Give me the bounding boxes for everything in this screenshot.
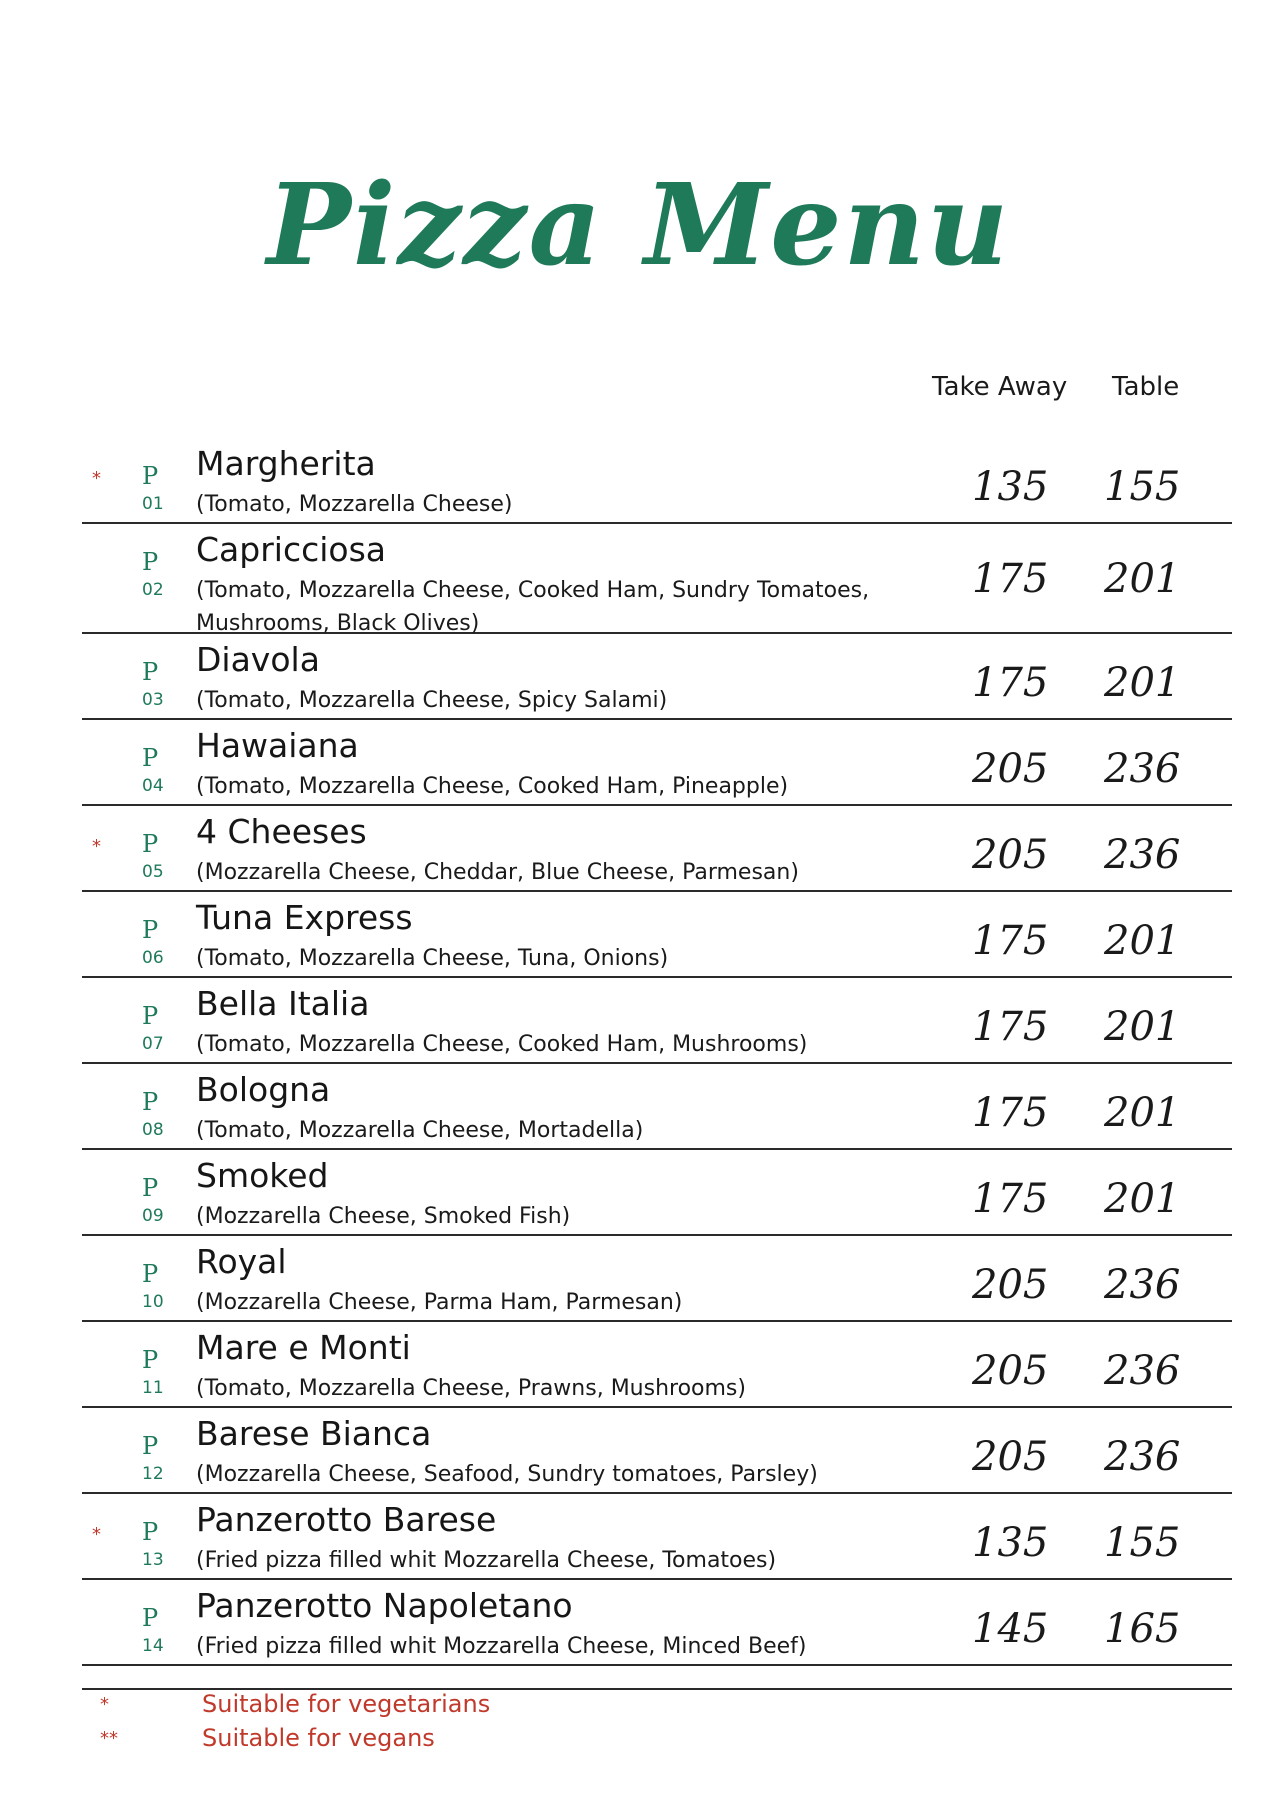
legend-row-vegan — [82, 1724, 682, 1758]
price-table: 201 — [1104, 660, 1181, 706]
vegetarian-symbol: * — [100, 1694, 109, 1715]
item-description: (Tomato, Mozzarella Cheese) — [196, 492, 513, 517]
column-header-take-away: Take Away — [932, 372, 1068, 402]
item-code-letter: P — [142, 1260, 159, 1288]
item-code-number: 09 — [142, 1206, 164, 1226]
item-name: Capricciosa — [196, 530, 387, 569]
item-code-letter: P — [142, 1002, 159, 1030]
item-code-letter: P — [142, 1518, 159, 1546]
price-table: 155 — [1104, 464, 1181, 510]
price-table: 236 — [1104, 1434, 1181, 1480]
legend — [82, 1690, 682, 1758]
price-take-away: 205 — [972, 746, 1049, 792]
item-description: (Fried pizza filled whit Mozzarella Cheese, Minced Beef) — [196, 1634, 807, 1659]
price-take-away: 205 — [972, 1348, 1049, 1394]
item-code-number: 10 — [142, 1292, 164, 1312]
item-code-number: 08 — [142, 1120, 164, 1140]
vegetarian-mark: * — [92, 836, 101, 857]
price-table: 236 — [1104, 1262, 1181, 1308]
item-code-letter: P — [142, 548, 159, 576]
menu-list — [82, 438, 1232, 1690]
item-code-letter: P — [142, 462, 159, 490]
price-table: 155 — [1104, 1520, 1181, 1566]
item-name: Barese Bianca — [196, 1414, 432, 1453]
menu-item-row — [82, 438, 1232, 524]
item-code-letter: P — [142, 658, 159, 686]
price-table: 201 — [1104, 1090, 1181, 1136]
item-code-number: 07 — [142, 1034, 164, 1054]
item-description: (Tomato, Mozzarella Cheese, Cooked Ham, Pineapple) — [196, 774, 789, 799]
page-title: Pizza Menu — [266, 160, 1011, 291]
price-table: 236 — [1104, 746, 1181, 792]
item-description: (Tomato, Mozzarella Cheese, Cooked Ham, Mushrooms) — [196, 1032, 808, 1057]
menu-item-row — [82, 720, 1232, 806]
price-take-away: 135 — [972, 464, 1049, 510]
item-code-letter: P — [142, 1088, 159, 1116]
item-code-number: 14 — [142, 1636, 164, 1656]
item-name: Bella Italia — [196, 984, 370, 1023]
item-name: Margherita — [196, 444, 376, 483]
vegan-legend-text: Suitable for vegans — [202, 1724, 435, 1752]
item-code-number: 12 — [142, 1464, 164, 1484]
item-code-number: 13 — [142, 1550, 164, 1570]
item-code-letter: P — [142, 830, 159, 858]
price-take-away: 175 — [972, 918, 1049, 964]
price-take-away: 175 — [972, 1004, 1049, 1050]
menu-item-row — [82, 1236, 1232, 1322]
item-description: (Tomato, Mozzarella Cheese, Mortadella) — [196, 1118, 644, 1143]
item-description: (Mozzarella Cheese, Seafood, Sundry tomatoes, Parsley) — [196, 1462, 818, 1487]
item-name: Hawaiana — [196, 726, 359, 765]
item-code-letter: P — [142, 1604, 159, 1632]
item-name: Panzerotto Barese — [196, 1500, 497, 1539]
item-code-number: 03 — [142, 690, 164, 710]
legend-row-vegetarian — [82, 1690, 682, 1724]
item-code-letter: P — [142, 744, 159, 772]
vegetarian-mark: * — [92, 468, 101, 489]
item-code-number: 05 — [142, 862, 164, 882]
menu-item-row — [82, 1322, 1232, 1408]
item-code-number: 11 — [142, 1378, 164, 1398]
menu-item-row — [82, 1580, 1232, 1666]
price-table: 236 — [1104, 832, 1181, 878]
price-table: 236 — [1104, 1348, 1181, 1394]
item-code-letter: P — [142, 1432, 159, 1460]
menu-item-row — [82, 524, 1232, 634]
price-take-away: 205 — [972, 832, 1049, 878]
item-description: (Mozzarella Cheese, Cheddar, Blue Cheese, Parmesan) — [196, 860, 799, 885]
price-take-away: 175 — [972, 660, 1049, 706]
price-table: 165 — [1104, 1606, 1181, 1652]
item-name: Panzerotto Napoletano — [196, 1586, 573, 1625]
vegetarian-legend-text: Suitable for vegetarians — [202, 1690, 491, 1718]
item-description: (Tomato, Mozzarella Cheese, Cooked Ham, Sundry Tomatoes, Mushrooms, Black Olives) — [196, 578, 870, 636]
item-code-number: 01 — [142, 494, 164, 514]
price-take-away: 175 — [972, 1090, 1049, 1136]
price-take-away: 175 — [972, 556, 1049, 602]
item-description: (Tomato, Mozzarella Cheese, Tuna, Onions) — [196, 946, 669, 971]
menu-end-divider — [82, 1666, 1232, 1690]
menu-item-row — [82, 1064, 1232, 1150]
column-header-table: Table — [1112, 372, 1180, 402]
item-code-number: 02 — [142, 580, 164, 600]
item-name: Tuna Express — [196, 898, 413, 937]
item-description: (Fried pizza filled whit Mozzarella Cheese, Tomatoes) — [196, 1548, 777, 1573]
item-code-letter: P — [142, 1174, 159, 1202]
vegan-symbol: ** — [100, 1728, 118, 1749]
menu-item-row — [82, 1408, 1232, 1494]
item-description: (Mozzarella Cheese, Smoked Fish) — [196, 1204, 571, 1229]
price-take-away: 205 — [972, 1434, 1049, 1480]
price-table: 201 — [1104, 1176, 1181, 1222]
menu-item-row — [82, 1494, 1232, 1580]
menu-item-row — [82, 1150, 1232, 1236]
item-name: Bologna — [196, 1070, 331, 1109]
item-name: 4 Cheeses — [196, 812, 367, 851]
item-name: Royal — [196, 1242, 287, 1281]
menu-item-row — [82, 892, 1232, 978]
price-table: 201 — [1104, 918, 1181, 964]
item-description: (Tomato, Mozzarella Cheese, Prawns, Mushrooms) — [196, 1376, 746, 1401]
price-take-away: 175 — [972, 1176, 1049, 1222]
item-code-letter: P — [142, 1346, 159, 1374]
item-description: (Tomato, Mozzarella Cheese, Spicy Salami) — [196, 688, 668, 713]
menu-item-row — [82, 978, 1232, 1064]
vegetarian-mark: * — [92, 1524, 101, 1545]
item-code-number: 06 — [142, 948, 164, 968]
item-name: Diavola — [196, 640, 320, 679]
price-table: 201 — [1104, 556, 1181, 602]
price-take-away: 145 — [972, 1606, 1049, 1652]
price-take-away: 135 — [972, 1520, 1049, 1566]
menu-item-row — [82, 634, 1232, 720]
menu-item-row — [82, 806, 1232, 892]
item-code-number: 04 — [142, 776, 164, 796]
item-name: Smoked — [196, 1156, 329, 1195]
price-table: 201 — [1104, 1004, 1181, 1050]
price-take-away: 205 — [972, 1262, 1049, 1308]
item-code-letter: P — [142, 916, 159, 944]
item-name: Mare e Monti — [196, 1328, 411, 1367]
item-description: (Mozzarella Cheese, Parma Ham, Parmesan) — [196, 1290, 683, 1315]
